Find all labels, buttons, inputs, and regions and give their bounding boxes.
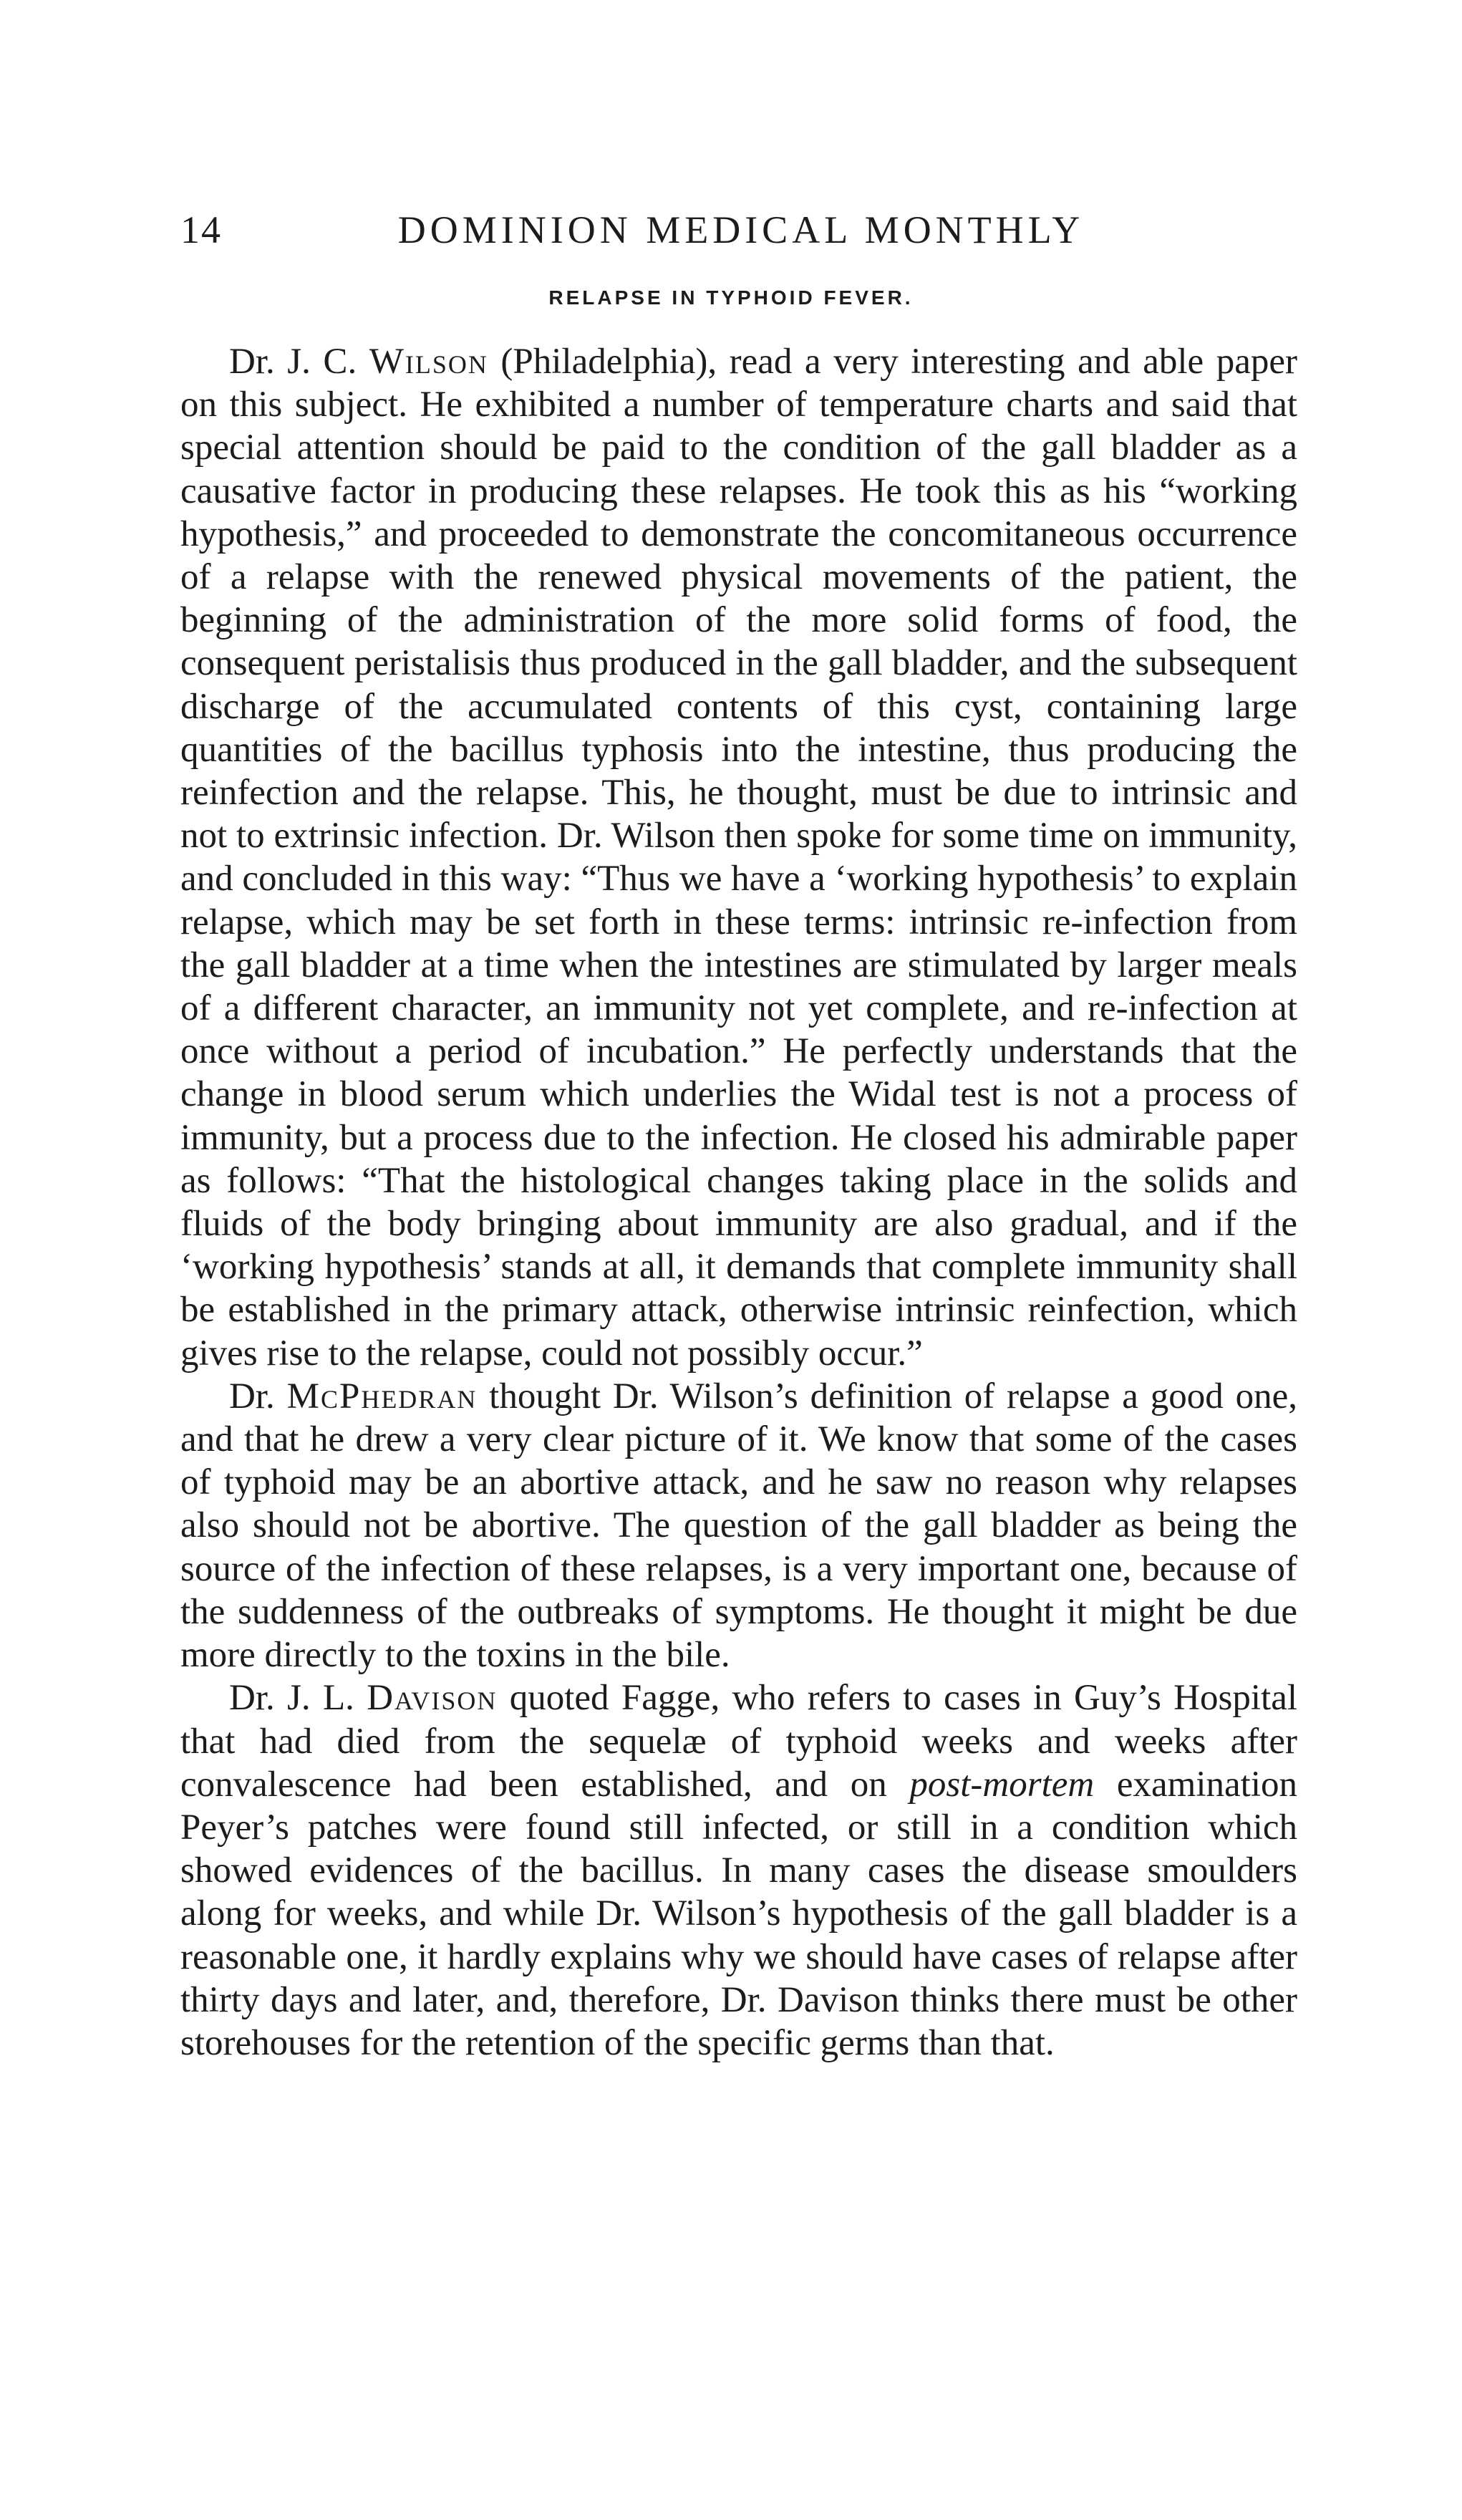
paragraph-text: Dr. J. L. [229,1678,367,1719]
paragraph-text: quoted Fagge, who refers to cases in Guy’s Hospital that had died from the sequelæ of typhoid weeks and weeks after convalescence had been established, and on [180,1678,1297,1805]
speaker-name: Davison [367,1678,498,1719]
page-header [0,208,1462,265]
paragraph-text: (Philadelphia), read a very interesting and able paper on this subject. He exhibited a number of temperature charts and said that special attention should be paid to the condition of the gall bladder as a causative factor in producing these relapses. He took this as his “working hypothesis,” and proceeded to demonstrate the concomitaneous occurrence of a relapse with the renewed physical movements of the patient, the beginning of the administration of the more solid forms of food, the consequent peristalisis thus produced in the gall bladder, and the subsequent discharge of the accumulated contents of this cyst, containing large quantities of the bacillus typhosis into the intestine, thus producing the reinfection and the relapse. This, he thought, must be due to intrinsic and not to extrinsic infection. Dr. Wilson then spoke for some time on immunity, and concluded in this way: “Thus we have a ‘working hypothesis’ to explain relapse, which may be set forth in these terms: intrinsic re-infection from the gall bladder at a time when the intestines are stimulated by larger meals of a different character, an immunity not yet complete, and re-infection at once without a period of incubation.” He perfectly understands that the change in blood serum which underlies the Widal test is not a process of immunity, but a process due to the infection. He closed his admirable paper as follows: “That the histological changes taking place in the solids and fluids of the body bringing about immunity are also gradual, and if the ‘working hypothesis’ stands at all, it demands that complete immunity shall be established in the primary attack, otherwise intrinsic reinfection, which gives rise to the relapse, could not possibly occur.” [180,342,1297,1374]
paragraph-mcphedran [180,1375,1297,1676]
speaker-name: McPhedran [286,1376,478,1416]
article-body [180,340,1297,2065]
paragraph-text: Dr. J. C. [229,342,369,382]
paragraph-wilson [180,340,1297,1375]
page-number: 14 [180,208,222,251]
section-heading: RELAPSE IN TYPHOID FEVER. [548,286,914,309]
paragraph-text: Dr. [229,1376,287,1416]
speaker-name: Wilson [369,342,488,382]
italic-term: post-mortem [909,1764,1095,1805]
paragraph-text: examination Peyer’s patches were found still infected, or still in a condition which showed evidences of the bacillus. In many cases the disease smoulders along for weeks, and while Dr. Wilson’s hypothesis of the gall bladder is a reasonable one, it hardly explains why we should have cases of relapse after thirty days and later, and, therefore, Dr. Davison thinks there must be other storehouses for the retention of the specific germs than that. [180,1764,1297,2063]
running-title: DOMINION MEDICAL MONTHLY [397,208,1085,251]
paragraph-davison [180,1676,1297,2065]
paragraph-text: thought Dr. Wilson’s definition of relapse a good one, and that he drew a very clear picture of it. We know that some of the cases of typhoid may be an abortive attack, and he saw no reason why relapses also should not be abortive. The question of the gall bladder as being the source of the infection of these relapses, is a very important one, because of the suddenness of the outbreaks of symptoms. He thought it might be due more directly to the toxins in the bile. [180,1376,1297,1676]
